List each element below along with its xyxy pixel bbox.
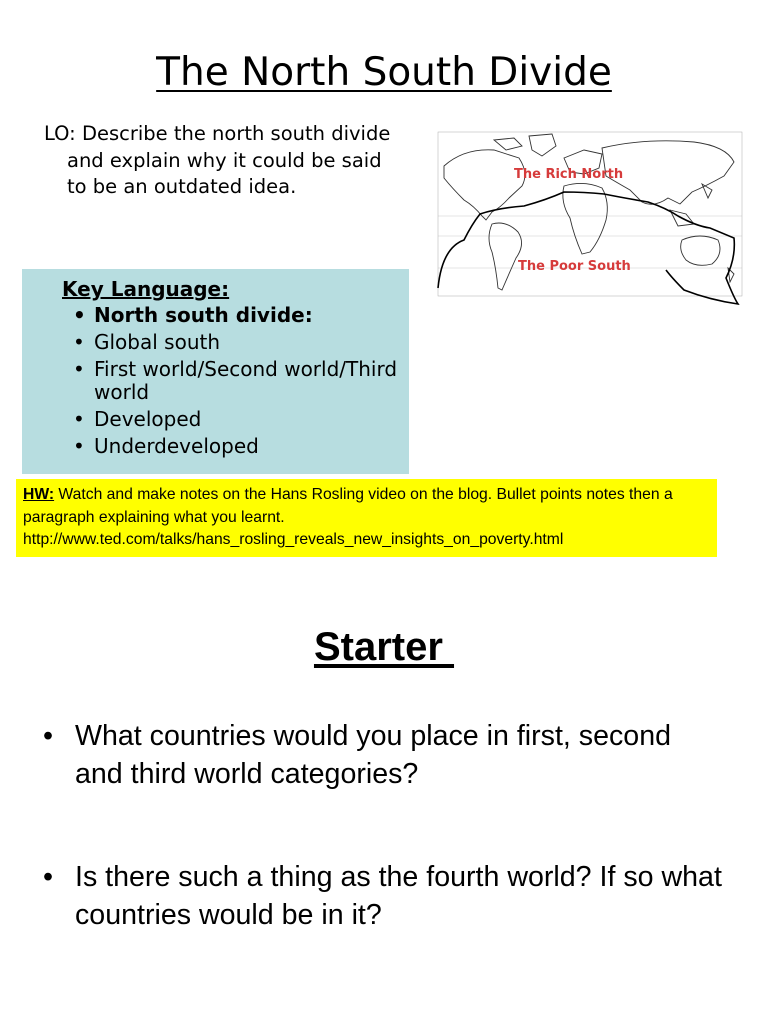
question-text: Is there such a thing as the fourth world? If so what countries would be in it?: [75, 861, 722, 931]
list-item: • Global south: [72, 331, 402, 354]
starter-question: [43, 858, 723, 934]
homework-box: [16, 479, 717, 557]
starter-heading: Starter: [313, 625, 455, 669]
world-map-image: [434, 128, 746, 320]
starter-question: [43, 717, 723, 793]
list-item: • Developed: [72, 408, 402, 431]
homework-label: HW:: [23, 486, 55, 503]
homework-text: Watch and make notes on the Hans Rosling video on the blog. Bullet points notes then a paragraph explaining what you learnt.: [23, 486, 673, 526]
homework-link[interactable]: http://www.ted.com/talks/hans_rosling_reveals_new_insights_on_poverty.html: [23, 531, 564, 548]
bullet-icon: •: [43, 861, 54, 893]
learning-objective: LO: Describe the north south divide and explain why it could be said to be an outdated idea.: [44, 122, 391, 198]
question-text: What countries would you place in first, second and third world categories?: [75, 720, 672, 790]
starter-heading-container: [0, 625, 768, 670]
map-label-south: The Poor South: [518, 259, 631, 274]
list-item: • North south divide:: [72, 304, 402, 327]
map-label-north: The Rich North: [514, 167, 624, 182]
list-item: • First world/Second world/Third world: [72, 358, 402, 404]
list-item: • Underdeveloped: [72, 435, 402, 458]
page-title: The North South Divide: [156, 50, 612, 95]
key-language-heading: Key Language:: [62, 277, 230, 301]
bullet-icon: •: [43, 720, 54, 752]
key-language-list: [72, 304, 402, 462]
